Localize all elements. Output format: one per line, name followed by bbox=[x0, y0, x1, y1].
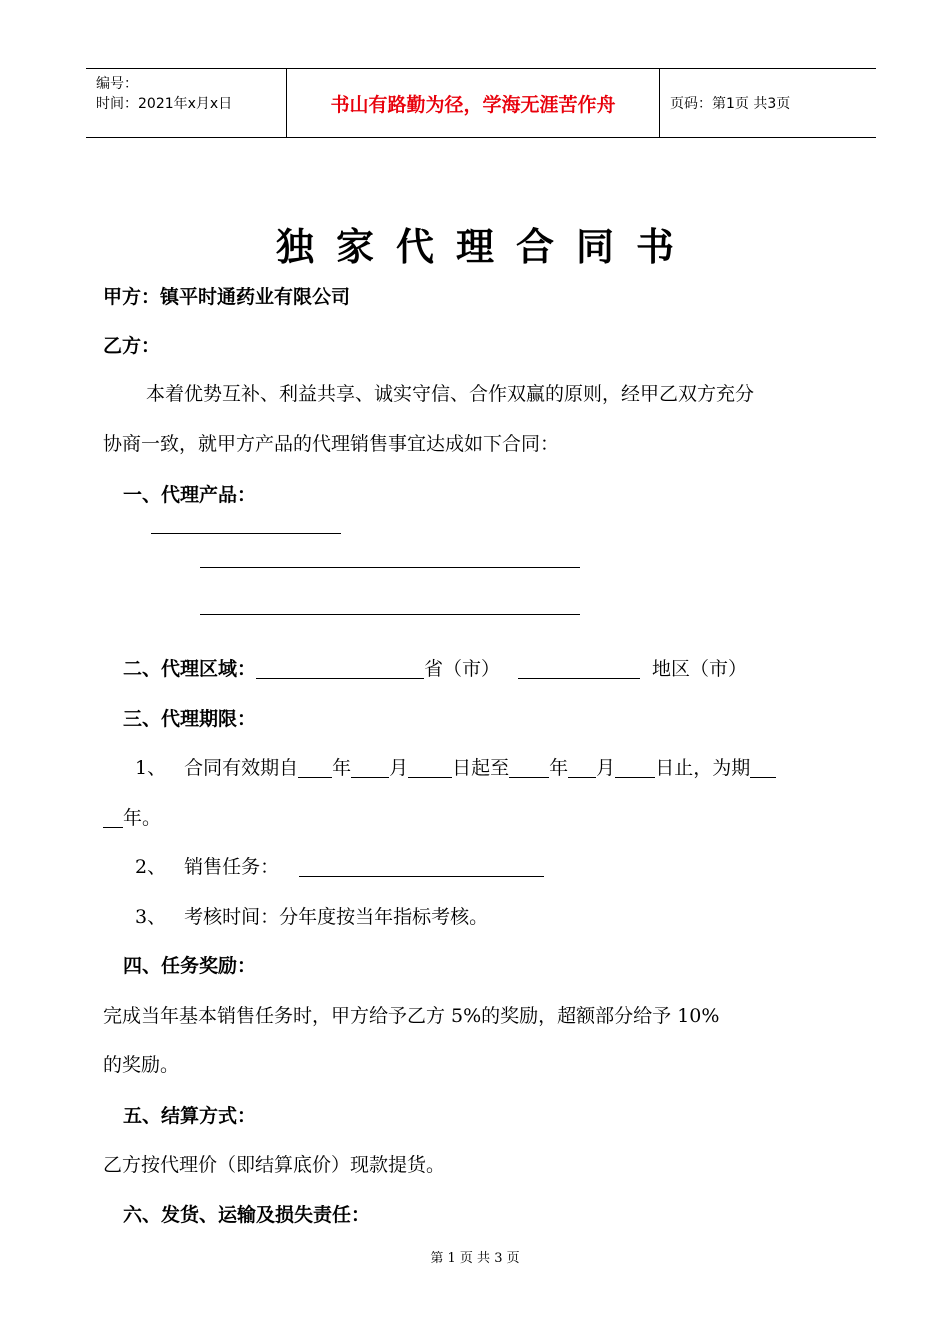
reward-line-1: 完成当年基本销售任务时，甲方给予乙方 5%的奖励，超额部分给予 10% bbox=[103, 1005, 720, 1027]
settlement-text: 乙方按代理价（即结算底价）现款提货。 bbox=[103, 1154, 446, 1176]
province-label: 省（市） bbox=[424, 658, 501, 680]
end-day-blank bbox=[615, 757, 655, 778]
party-a: 甲方：镇平时通药业有限公司 bbox=[103, 286, 351, 308]
province-blank bbox=[256, 658, 424, 679]
section5-heading: 五、结算方式： bbox=[123, 1105, 257, 1127]
section2-heading: 二、代理区域： bbox=[123, 658, 257, 680]
area-label: 地区（市） bbox=[652, 658, 748, 680]
page-footer: 第 1 页 共 3 页 bbox=[430, 1251, 520, 1266]
reward-line-2: 的奖励。 bbox=[103, 1054, 180, 1076]
day-from-label: 日起至 bbox=[452, 757, 510, 779]
assessment-line bbox=[135, 902, 488, 929]
month-label-2: 月 bbox=[596, 757, 616, 779]
section1-heading: 一、代理产品： bbox=[123, 484, 257, 506]
party-b: 乙方： bbox=[103, 335, 161, 357]
product-blank-1 bbox=[151, 533, 341, 534]
item2-text: 销售任务： bbox=[184, 856, 280, 878]
area-blank bbox=[518, 658, 640, 679]
sales-task-line bbox=[135, 852, 544, 879]
item3-num: 3、 bbox=[135, 906, 167, 928]
year-label-2: 年 bbox=[549, 757, 569, 779]
time-label: 时间：2021年x月x日 bbox=[96, 96, 233, 112]
header-page-label: 页码：第1页 共3页 bbox=[670, 96, 791, 112]
number-label: 编号： bbox=[96, 76, 138, 92]
start-year-blank bbox=[298, 757, 332, 778]
end-year-blank bbox=[509, 757, 549, 778]
start-day-blank bbox=[408, 757, 452, 778]
sales-task-blank bbox=[299, 856, 544, 877]
section4-heading: 四、任务奖励： bbox=[123, 955, 257, 977]
term-end: 年。 bbox=[123, 807, 162, 829]
header-motto: 书山有路勤为径，学海无涯苦作舟 bbox=[287, 69, 660, 137]
start-month-blank bbox=[351, 757, 389, 778]
year-label-1: 年 bbox=[332, 757, 352, 779]
header-meta bbox=[86, 69, 287, 137]
term-line bbox=[135, 753, 776, 780]
section3-heading: 三、代理期限： bbox=[123, 708, 257, 730]
item2-num: 2、 bbox=[135, 856, 167, 878]
item3-text: 考核时间：分年度按当年指标考核。 bbox=[184, 906, 489, 928]
item1-num: 1、 bbox=[135, 757, 167, 779]
duration-blank-1 bbox=[750, 757, 776, 778]
duration-blank-2 bbox=[103, 807, 123, 828]
month-label-1: 月 bbox=[389, 757, 409, 779]
section2-line bbox=[123, 654, 747, 681]
term-line-2 bbox=[103, 803, 161, 830]
intro-line-2: 协商一致，就甲方产品的代理销售事宜达成如下合同： bbox=[103, 433, 560, 455]
day-to-label: 日止，为期 bbox=[655, 757, 751, 779]
document-title: 独家代理合同书 bbox=[275, 225, 696, 269]
item1-text: 合同有效期自 bbox=[184, 757, 299, 779]
document-header bbox=[86, 68, 876, 138]
section6-heading: 六、发货、运输及损失责任： bbox=[123, 1204, 371, 1226]
product-blank-3 bbox=[200, 614, 580, 615]
end-month-blank bbox=[568, 757, 596, 778]
product-blank-2 bbox=[200, 567, 580, 568]
intro-line-1: 本着优势互补、利益共享、诚实守信、合作双赢的原则，经甲乙双方充分 bbox=[146, 383, 755, 405]
